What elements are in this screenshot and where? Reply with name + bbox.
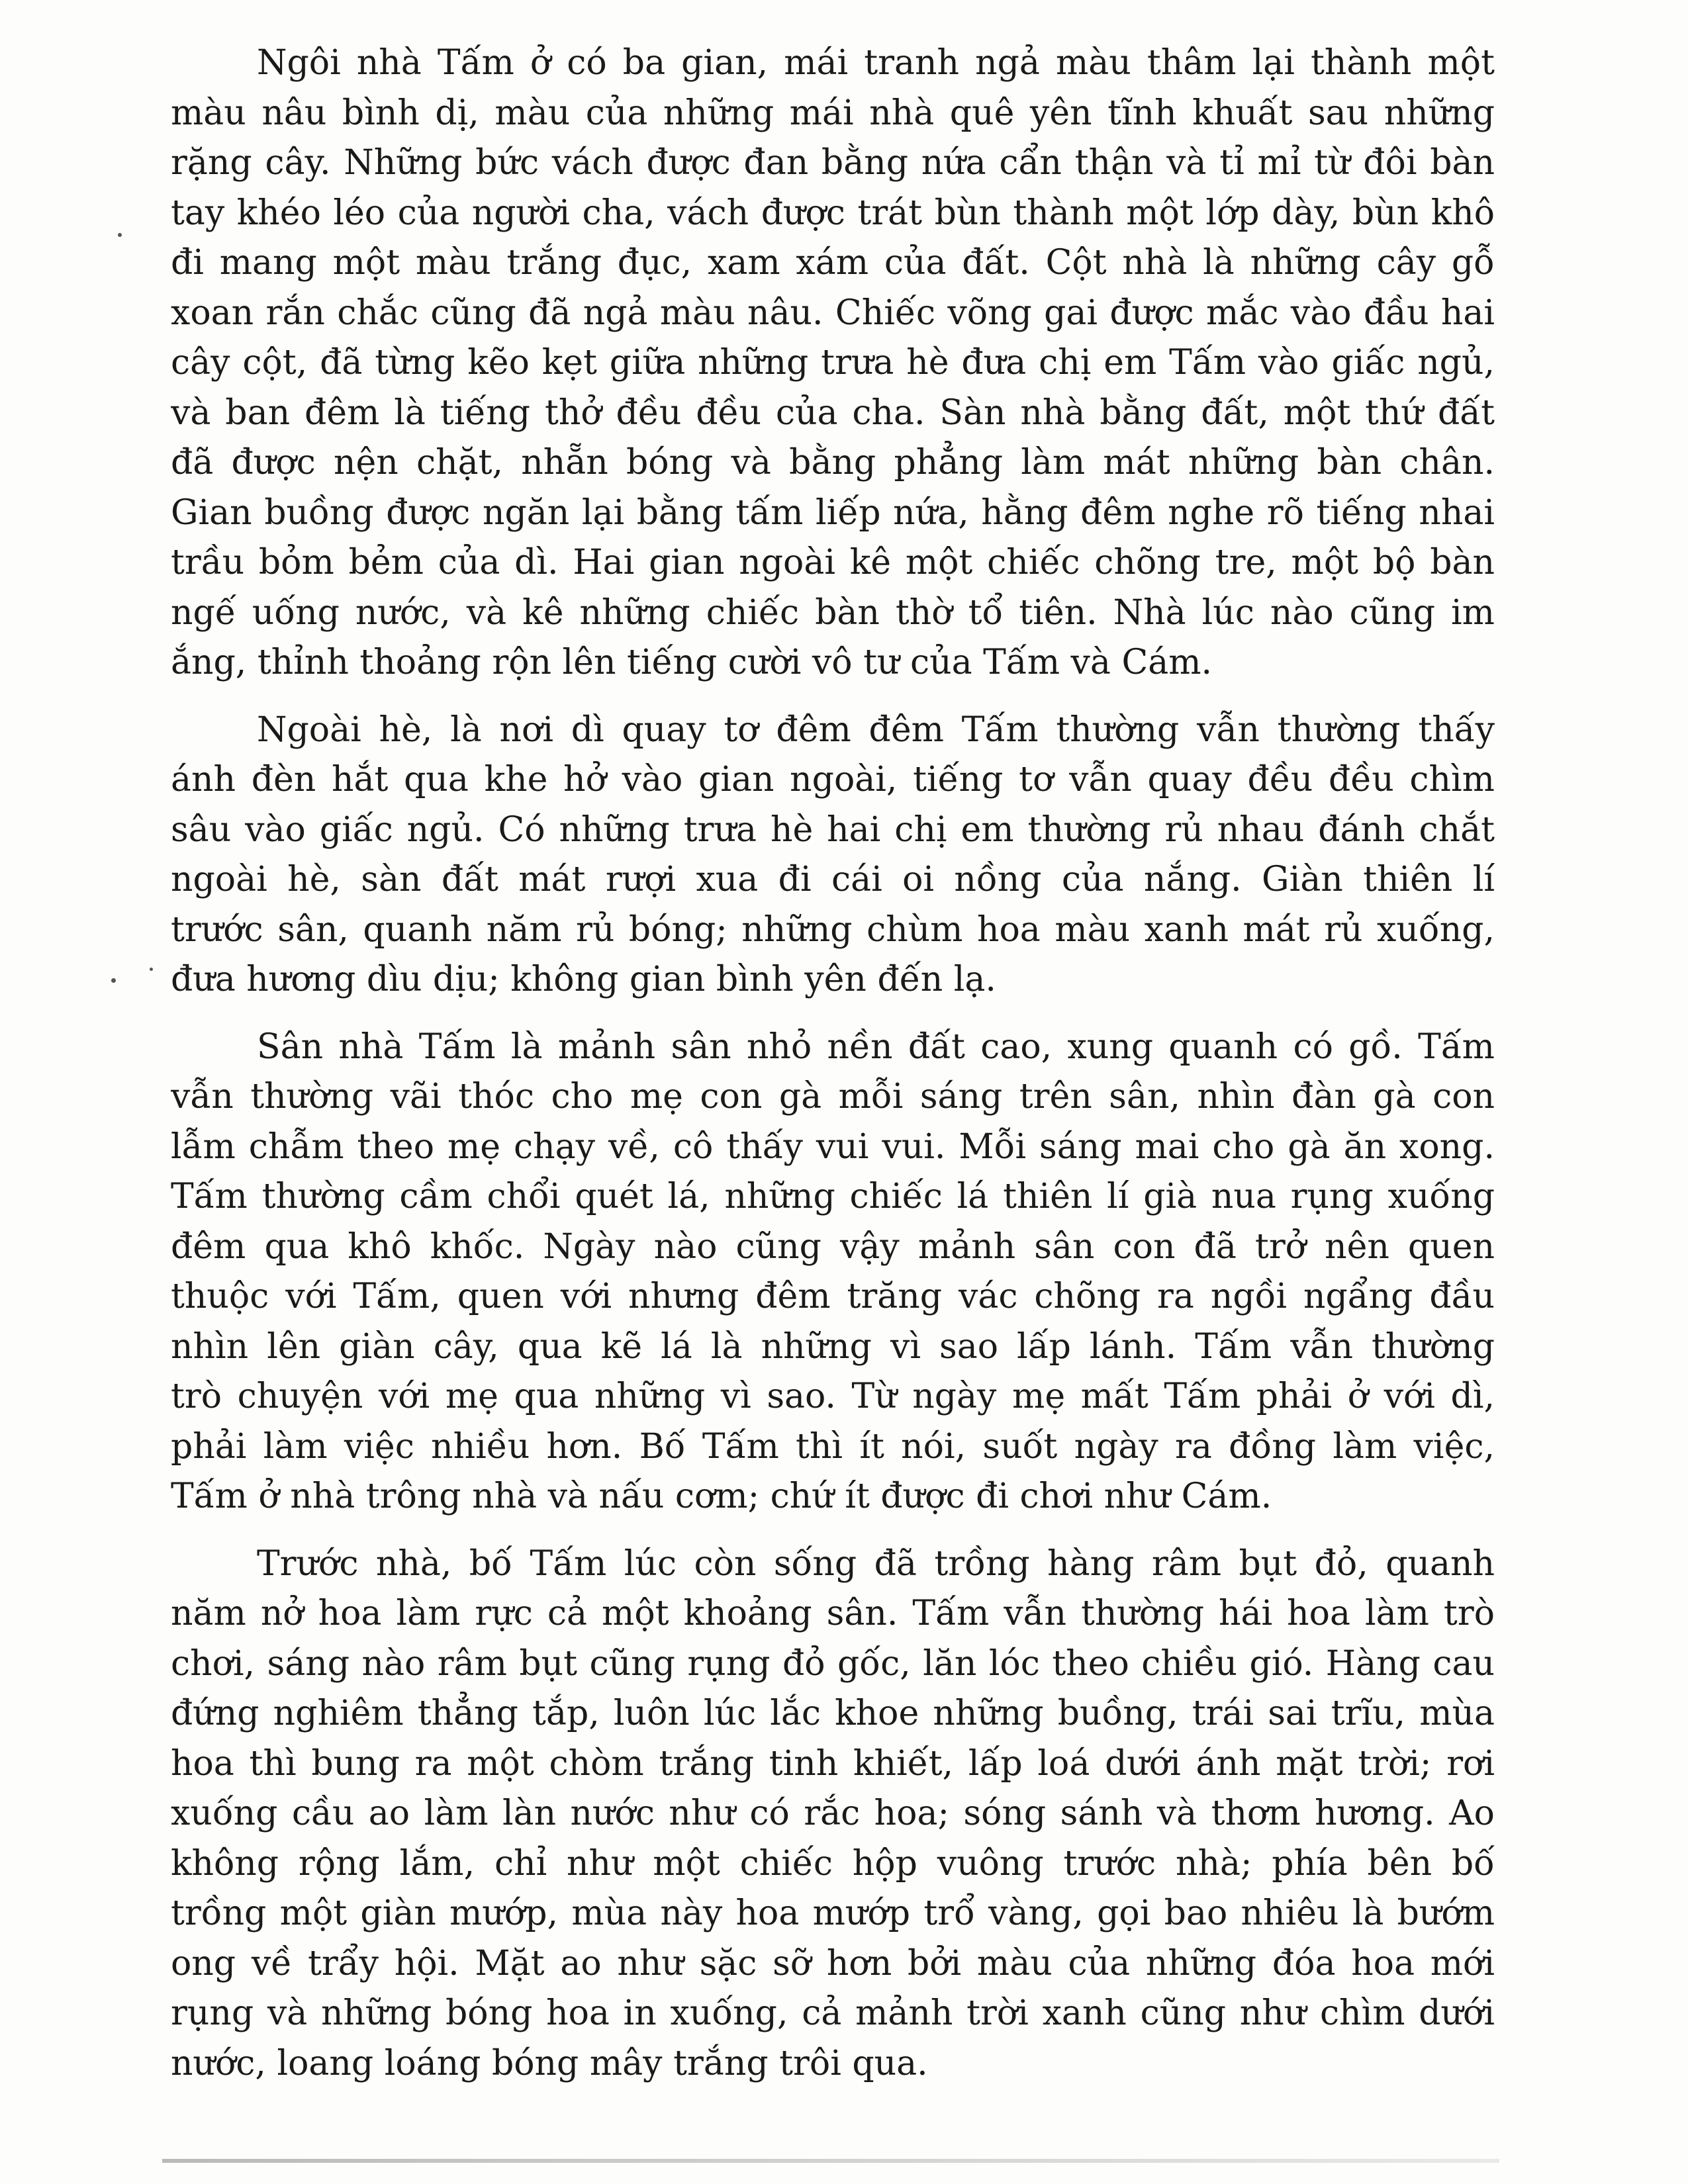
body-text — [171, 38, 1495, 2106]
text-line: Tấm ở nhà trông nhà và nấu cơm; chứ ít được đi chơi như Cám. — [171, 1477, 1272, 1516]
scan-speck — [118, 233, 122, 237]
text-line: Sân nhà Tấm là mảnh sân nhỏ nền đất cao, xung quanh có gồ. Tấm — [257, 1026, 1495, 1067]
text-line: chơi, sáng nào râm bụt cũng rụng đỏ gốc, lăn lóc theo chiều gió. Hàng cau — [171, 1643, 1495, 1684]
text-line: Gian buồng được ngăn lại bằng tấm liếp nứa, hằng đêm nghe rõ tiếng nhai — [171, 492, 1495, 533]
text-line: ắng, thỉnh thoảng rộn lên tiếng cười vô tư của Tấm và Cám. — [171, 643, 1213, 682]
text-line: đi mang một màu trắng đục, xam xám của đất. Cột nhà là những cây gỗ — [171, 243, 1495, 283]
text-line: hoa thì bung ra một chòm trắng tinh khiết, lấp loá dưới ánh mặt trời; rơi — [171, 1743, 1495, 1784]
text-line: xuống cầu ao làm làn nước như có rắc hoa; sóng sánh và thơm hương. Ao — [171, 1794, 1495, 1833]
text-line: đêm qua khô khốc. Ngày nào cũng vậy mảnh sân con đã trở nên quen — [171, 1226, 1495, 1267]
text-line: nước, loang loáng bóng mây trắng trôi qua. — [171, 2043, 928, 2083]
text-line: trầu bỏm bẻm của dì. Hai gian ngoài kê một chiếc chõng tre, một bộ bàn — [171, 543, 1495, 582]
scan-speck — [111, 978, 116, 983]
text-line: lẫm chẫm theo mẹ chạy về, cô thấy vui vui. Mỗi sáng mai cho gà ăn xong. — [171, 1126, 1495, 1167]
text-line: Tấm thường cầm chổi quét lá, những chiếc lá thiên lí già nua rụng xuống — [171, 1177, 1495, 1216]
text-line: đưa hương dìu dịu; không gian bình yên đến lạ. — [171, 960, 996, 999]
text-line: không rộng lắm, chỉ như một chiếc hộp vuông trước nhà; phía bên bố — [171, 1843, 1495, 1884]
text-line: rặng cây. Những bức vách được đan bằng nứa cẩn thận và tỉ mỉ từ đôi bàn — [171, 143, 1495, 183]
text-line: xoan rắn chắc cũng đã ngả màu nâu. Chiếc võng gai được mắc vào đầu hai — [171, 293, 1495, 333]
text-line: trò chuyện với mẹ qua những vì sao. Từ ngày mẹ mất Tấm phải ở với dì, — [171, 1377, 1495, 1416]
text-line: đứng nghiêm thẳng tắp, luôn lúc lắc khoe những buồng, trái sai trĩu, mùa — [171, 1694, 1495, 1733]
text-line: tay khéo léo của người cha, vách được trát bùn thành một lớp dày, bùn khô — [171, 193, 1495, 233]
paragraph-2 — [171, 705, 1495, 1005]
text-line: trước sân, quanh năm rủ bóng; những chùm hoa màu xanh mát rủ xuống, — [171, 909, 1495, 950]
text-line: Ngôi nhà Tấm ở có ba gian, mái tranh ngả màu thâm lại thành một — [257, 43, 1495, 83]
text-line: vẫn thường vãi thóc cho mẹ con gà mỗi sáng trên sân, nhìn đàn gà con — [171, 1077, 1495, 1116]
paragraph-3 — [171, 1023, 1495, 1522]
text-line: thuộc với Tấm, quen với nhưng đêm trăng vác chõng ra ngồi ngẩng đầu — [171, 1277, 1495, 1316]
paragraph-1 — [171, 38, 1495, 688]
text-line: năm nở hoa làm rực cả một khoảng sân. Tấm vẫn thường hái hoa làm trò — [171, 1594, 1495, 1633]
text-line: Trước nhà, bố Tấm lúc còn sống đã trồng hàng râm bụt đỏ, quanh — [257, 1543, 1495, 1584]
text-line: ánh đèn hắt qua khe hở vào gian ngoài, tiếng tơ vẫn quay đều đều chìm — [171, 760, 1495, 799]
text-line: nhìn lên giàn cây, qua kẽ lá là những vì sao lấp lánh. Tấm vẫn thường — [171, 1326, 1495, 1367]
text-line: và ban đêm là tiếng thở đều đều của cha. Sàn nhà bằng đất, một thứ đất — [171, 392, 1495, 433]
text-line: Ngoài hè, là nơi dì quay tơ đêm đêm Tấm thường vẫn thường thấy — [257, 709, 1495, 750]
scan-speck — [150, 968, 153, 971]
text-line: sâu vào giấc ngủ. Có những trưa hè hai chị em thường rủ nhau đánh chắt — [171, 809, 1495, 850]
text-line: cây cột, đã từng kẽo kẹt giữa những trưa hè đưa chị em Tấm vào giấc ngủ, — [171, 343, 1495, 383]
paragraph-4 — [171, 1539, 1495, 2089]
text-line: rụng và những bóng hoa in xuống, cả mảnh trời xanh cũng như chìm dưới — [171, 1993, 1495, 2033]
scan-edge-shadow — [162, 2159, 1499, 2163]
text-line: trồng một giàn mướp, mùa này hoa mướp trổ vàng, gọi bao nhiêu là bướm — [171, 1893, 1495, 1933]
text-line: phải làm việc nhiều hơn. Bố Tấm thì ít nói, suốt ngày ra đồng làm việc, — [171, 1426, 1495, 1467]
text-line: ngế uống nước, và kê những chiếc bàn thờ tổ tiên. Nhà lúc nào cũng im — [171, 592, 1495, 633]
text-line: màu nâu bình dị, màu của những mái nhà quê yên tĩnh khuất sau những — [171, 93, 1495, 133]
text-line: đã được nện chặt, nhẵn bóng và bằng phẳng làm mát những bàn chân. — [171, 443, 1495, 482]
text-line: ngoài hè, sàn đất mát rượi xua đi cái oi nồng của nắng. Giàn thiên lí — [171, 860, 1495, 899]
text-line: ong về trẩy hội. Mặt ao như sặc sỡ hơn bởi màu của những đóa hoa mới — [171, 1943, 1495, 1983]
